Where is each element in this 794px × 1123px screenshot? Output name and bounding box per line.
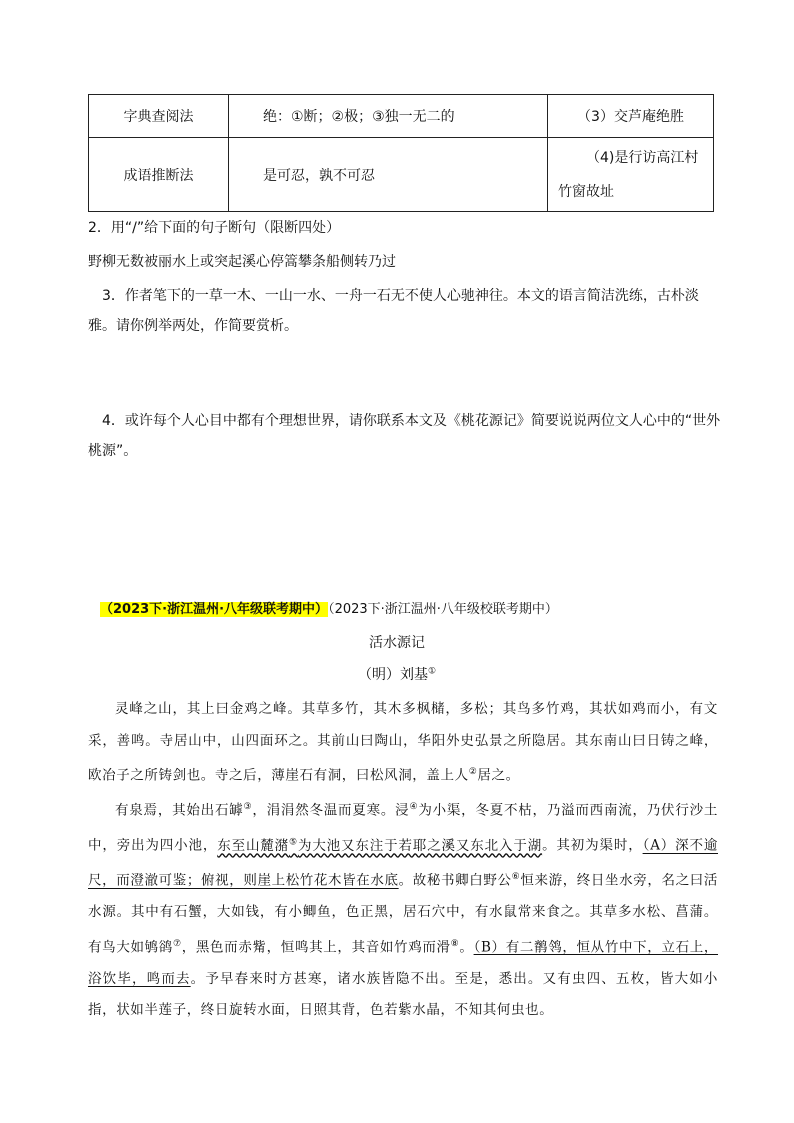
footnote-mark: ① [427, 666, 437, 677]
text: 恒来游，终日坐水旁，名之曰活水源。其中有石蟹，大如钱，有小鲫鱼，色正黑，居石穴中，有水鼠常来食之。其草多水松、菖蒲。有鸟大如鸲鹆 [88, 872, 718, 955]
footnote-mark: ⑥ [511, 872, 521, 882]
author-name: （明）刘基 [357, 667, 428, 683]
method-cell: 字典查阅法 [89, 95, 229, 138]
passage-body [88, 694, 718, 1027]
text: 为小渠，冬夏不枯，乃溢而西南流，乃伏行沙土中，旁出为四小池， [88, 802, 718, 854]
paragraph-2 [88, 792, 718, 1027]
text: 东至山麓潴 [217, 837, 290, 854]
text: 为大池又东注于若耶之溪又东北入于湖 [297, 837, 543, 854]
meaning-cell: 绝：①断；②极；③独一无二的 [229, 95, 548, 138]
text: 。故秘书卿白野公 [398, 872, 512, 889]
underlined-sentence-b: （B）有二鹡鸰，恒从竹中下，立石上，浴饮毕，鸣而去 [88, 939, 719, 987]
footnote-mark: ③ [243, 802, 253, 812]
footnote-mark: ⑤ [289, 837, 298, 847]
text: 。予早春来时方甚寒，诸水族皆隐不出。至是，悉出。又有虫四、五枚，皆大如小指，状如半莲子，终日旋转水面，日照其背，色若紫水晶，不知其何虫也。 [88, 970, 718, 1018]
meaning-cell: 是可忍，孰不可忍 [229, 138, 548, 212]
text: 居之。 [477, 767, 520, 784]
underlined-sentence-a: （A）深不逾尺，而澄澈可鉴；俯视，则崖上松竹花木皆在水底 [88, 837, 718, 889]
method-cell: 成语推断法 [89, 138, 229, 212]
answer-text: （4)是行访高江村竹窗故址 [558, 149, 699, 200]
underlined-segment [217, 838, 542, 854]
answer-cell: （3）交芦庵绝胜 [548, 95, 714, 138]
footnote-mark: ⑧ [450, 938, 460, 949]
paragraph-1 [88, 694, 718, 792]
question-2: 2．用“/”给下面的句子断句（限断四处） [88, 220, 341, 236]
text: 。其初为渠时， [542, 837, 643, 854]
question-2-sentence: 野柳无数被丽水上或突起溪心停篙攀条船侧转乃过 [88, 254, 396, 270]
source-plain: （2023下·浙江温州·八年级校联考期中） [328, 602, 558, 617]
table-row [89, 138, 714, 212]
question-3: 3．作者笔下的一草一木、一山一水、一舟一石无不使人心驰神往。本文的语言简洁洗练，古朴淡雅。请你例举两处，作简要赏析。 [88, 288, 699, 334]
question-4: 4．或许每个人心目中都有个理想世界，请你联系本文及《桃花源记》简要说说两位文人心中的“世外桃源”。 [88, 413, 721, 459]
footnote-mark: ⑦ [172, 938, 182, 949]
text: 有泉焉，其始出石罅 [115, 802, 244, 819]
source-line [100, 598, 558, 617]
word-meaning-table [88, 94, 714, 212]
footnote-mark: ② [468, 767, 478, 777]
source-highlight: （2023下·浙江温州·八年级联考期中） [100, 602, 329, 617]
text: ，黑色而赤觜，恒鸣其上，其音如竹鸡而滑 [181, 939, 451, 955]
table-row [89, 95, 714, 138]
answer-cell [548, 138, 714, 212]
passage-title: 活水源记 [369, 635, 425, 651]
text: ，涓涓然冬温而夏寒。浸 [252, 802, 410, 819]
text: 。 [459, 939, 474, 955]
text: 灵峰之山，其上曰金鸡之峰。其草多竹，其木多枫槠，多松；其鸟多竹鸡，其状如鸡而小，有文采，善鸣。寺居山中，山四面环之。其前山曰陶山，华阳外史弘景之所隐居。其东南山曰日铸之峰，欧冶子之所铸剑也。寺之后，薄崖石有洞，曰松风洞，盖上人 [88, 701, 718, 784]
footnote-mark: ④ [409, 802, 419, 812]
passage-author [0, 664, 794, 684]
